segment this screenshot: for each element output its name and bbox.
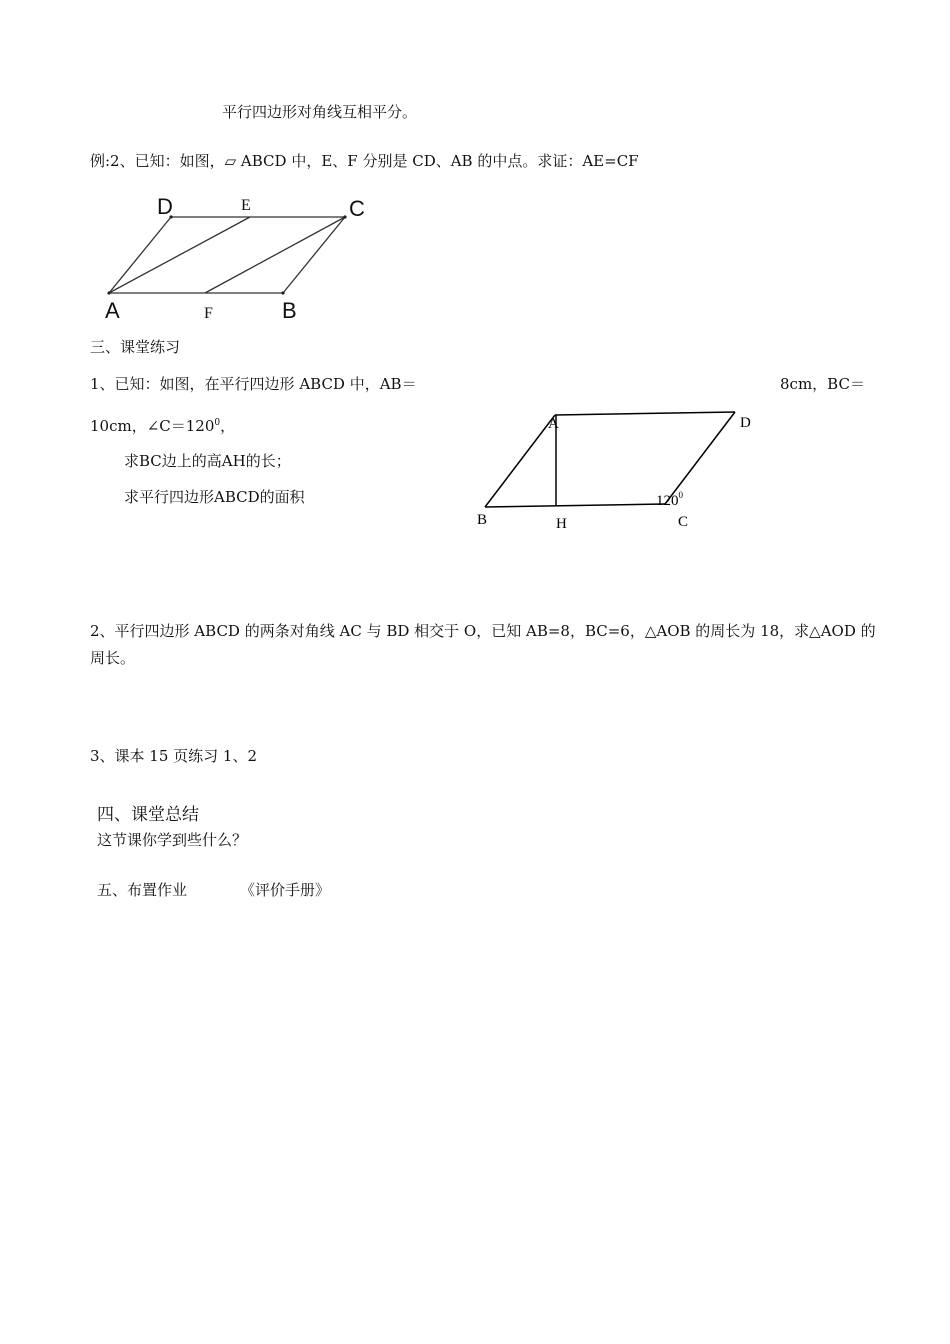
point-a-dot: [107, 291, 110, 294]
angle-120-label: [656, 490, 684, 509]
segment-fc: [205, 217, 345, 293]
exercise-1-line-1-end: 8cm，BC＝: [780, 375, 865, 393]
side-bc: [485, 504, 665, 507]
label-c: C: [349, 196, 365, 221]
exercise-3: 3、课本 15 页练习 1、2: [90, 747, 258, 765]
segment-ae: [109, 217, 250, 293]
side-ad: [109, 217, 171, 293]
exercise-2-line-2: 周长。: [90, 649, 136, 667]
exercise-2-line-1: 2、平行四边形 ABCD 的两条对角线 AC 与 BD 相交于 O，已知 AB=8，BC=6，△AOB 的周长为 18，求△AOD 的: [90, 622, 876, 640]
label-d: D: [740, 415, 751, 431]
label-b: B: [282, 298, 297, 323]
section-5-title: 五、布置作业: [97, 881, 188, 899]
figure-parallelogram-ae-cf: [95, 190, 385, 325]
example-2-statement: [90, 151, 639, 171]
side-ab: [485, 415, 555, 507]
label-e: E: [241, 197, 251, 214]
parallelogram-symbol: ▱: [224, 152, 237, 170]
theorem-line: 平行四边形对角线互相平分。: [222, 103, 418, 121]
label-c: C: [678, 514, 689, 530]
section-5-book: 《评价手册》: [240, 881, 331, 899]
section-3-title: 三、课堂练习: [90, 338, 181, 356]
figure-parallelogram-height: [470, 400, 770, 540]
label-a: A: [105, 298, 120, 323]
degree-mark: 0: [214, 418, 221, 428]
exercise-1-line-1: 1、已知：如图，在平行四边形 ABCD 中，AB＝: [90, 375, 417, 393]
label-b: B: [477, 512, 488, 528]
angle-c-value: 10cm，∠C＝120: [90, 417, 215, 435]
exercise-1-line-2: [90, 413, 235, 436]
side-bc: [283, 217, 345, 293]
label-a: A: [548, 416, 559, 432]
section-4-title: 四、课堂总结: [97, 805, 199, 825]
point-b-dot: [281, 291, 284, 294]
side-dc: [665, 412, 735, 504]
line-2-punct: ，: [220, 417, 236, 435]
exercise-1-question-2: 求平行四边形ABCD的面积: [124, 488, 305, 506]
label-h: H: [556, 516, 567, 532]
label-d: D: [157, 194, 173, 219]
label-f: F: [204, 305, 213, 322]
angle-degree: 0: [678, 490, 683, 500]
example-2-prefix: 例:2、已知：如图，: [90, 152, 225, 170]
exercise-1-question-1: 求BC边上的高AH的长；: [124, 452, 291, 470]
section-4-question: 这节课你学到些什么？: [97, 831, 248, 849]
side-ad: [555, 412, 735, 415]
angle-value: 120: [656, 493, 679, 509]
point-c-dot: [343, 215, 346, 218]
example-2-rest: ABCD 中，E、F 分别是 CD、AB 的中点。求证：AE=CF: [236, 152, 639, 170]
